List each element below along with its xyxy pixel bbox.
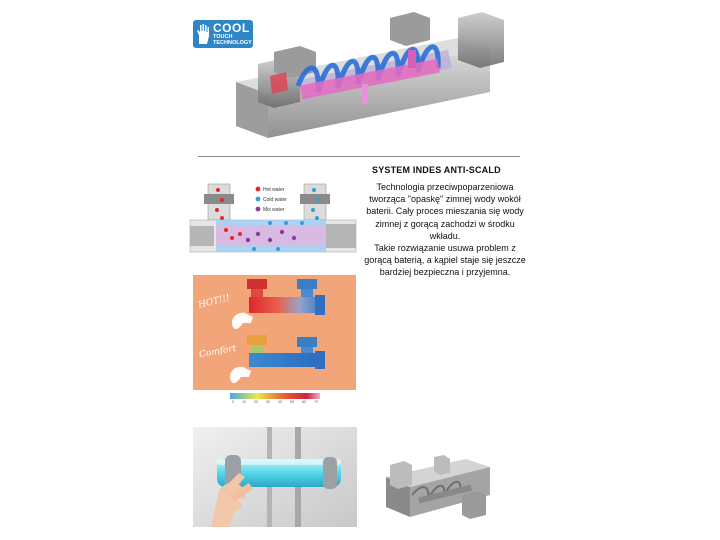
thermostat-small-image xyxy=(382,455,496,529)
scale-tick: 30 xyxy=(266,400,270,404)
scale-tick: 40 xyxy=(278,400,282,404)
legend-hot-label: Hot water xyxy=(263,187,285,193)
description-text xyxy=(364,181,526,279)
scale-tick: 20 xyxy=(254,400,258,404)
water-flow-diagram xyxy=(186,180,362,256)
comfort-thermal-panel xyxy=(193,333,356,390)
scale-tick-labels xyxy=(232,400,318,404)
comfort-label: Comfort xyxy=(198,343,238,361)
mix-water-legend-icon xyxy=(256,207,261,212)
hand-icon xyxy=(232,313,253,329)
badge-title: COOL xyxy=(213,21,250,35)
legend-mix-label: Mix water xyxy=(263,207,285,213)
thermostat-cutaway-image xyxy=(228,10,520,150)
section-heading: SYSTEM INDES ANTI-SCALD xyxy=(372,165,501,175)
scale-tick: 0 xyxy=(232,400,234,404)
scale-tick: 50 xyxy=(290,400,294,404)
scale-tick: 10 xyxy=(242,400,246,404)
section-divider xyxy=(198,156,520,157)
scale-tick: 70 xyxy=(314,400,318,404)
hand-icon xyxy=(230,367,251,383)
temperature-scale-bar xyxy=(230,393,320,400)
legend-cold-label: Cold water xyxy=(263,197,287,203)
hot-water-legend-icon xyxy=(256,187,261,192)
hot-thermal-panel xyxy=(193,275,356,337)
cold-water-legend-icon xyxy=(256,197,261,202)
hot-label: HOT!!! xyxy=(197,293,231,311)
scale-tick: 60 xyxy=(302,400,306,404)
badge-subtitle: TOUCH TECHNOLOGY xyxy=(213,34,252,46)
description-paragraph-1: Technologia przeciwpoparzeniowa tworząca "opaskę" zimnej wody wokół baterii. Cały proces mieszania się wody zimnej z gorącą zachodzi w środku wkładu. xyxy=(366,182,524,241)
shower-photo xyxy=(193,427,357,527)
description-paragraph-2: Takie rozwiązanie usuwa problem z gorącą baterią, a kąpiel staje się jeszcze bardziej bezpieczna i przyjemna. xyxy=(364,243,526,278)
hand-icon xyxy=(196,23,212,45)
